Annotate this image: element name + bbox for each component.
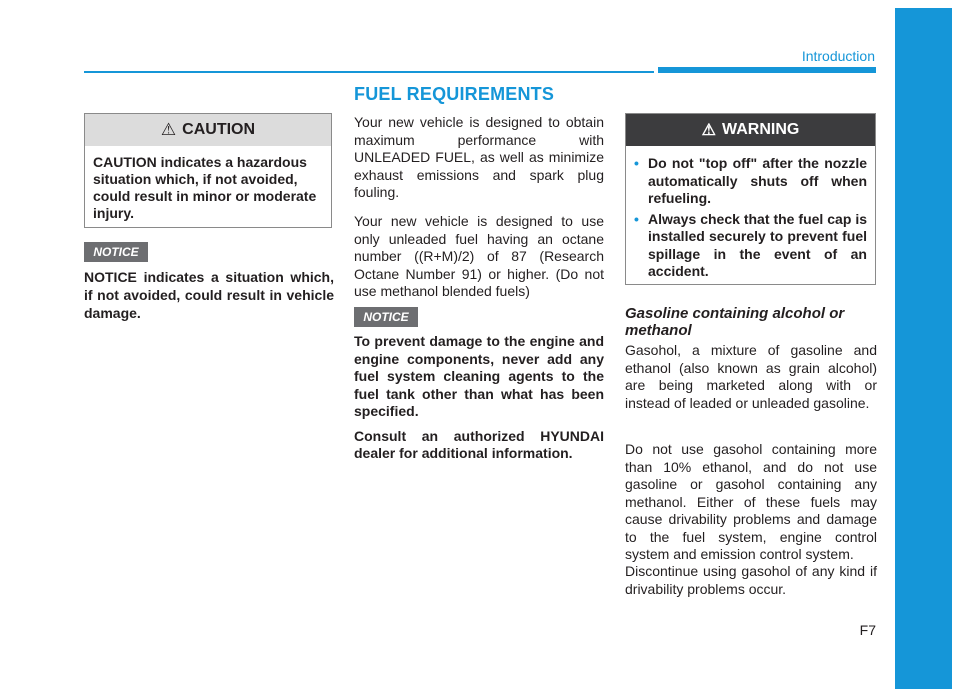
fuel-notice-text bbox=[354, 333, 604, 470]
caution-header bbox=[85, 114, 331, 146]
warning-body bbox=[626, 146, 875, 281]
header-rule bbox=[84, 71, 654, 73]
warning-item: • Do not "top off" after the nozzle automatically shuts off when refueling. bbox=[634, 155, 867, 206]
notice-tag-fuel: NOTICE bbox=[354, 307, 418, 327]
warning-header bbox=[626, 114, 875, 146]
bullet-icon: • bbox=[634, 155, 639, 171]
warning-box bbox=[625, 113, 876, 285]
gasohol-heading: Gasoline containing alcohol or methanol bbox=[625, 305, 845, 339]
section-title: Introduction bbox=[801, 48, 875, 64]
fuel-notice-para-2: Consult an authorized HYUNDAI dealer for additional information. bbox=[354, 427, 604, 461]
page-number: F7 bbox=[859, 622, 876, 638]
warning-item: • Always check that the fuel cap is installed securely to prevent fuel spillage in the event of an accident. bbox=[634, 210, 867, 279]
header-rule-accent bbox=[658, 67, 876, 73]
caution-icon: ⚠ bbox=[160, 120, 177, 139]
gasohol-paragraph-2: Do not use gasohol containing more than 10% ethanol, and do not use gasoline or gasohol containing any methanol. Either of these fuels may cause drivability problems and damage to the fuel system, engine control system and emission control system. bbox=[625, 441, 877, 562]
gasohol-paragraph-1: Gasohol, a mixture of gasoline and ethanol (also known as grain alcohol) are being marketed along with or instead of leaded or unleaded gasoline. bbox=[625, 342, 877, 411]
bullet-icon: • bbox=[634, 210, 639, 227]
caution-box bbox=[84, 113, 332, 228]
gasohol-paragraph-3: Discontinue using gasohol of any kind if drivability problems occur. bbox=[625, 563, 877, 597]
warning-icon: ⚠ bbox=[701, 122, 716, 139]
caution-text: CAUTION indicates a hazardous situation which, if not avoided, could result in minor or moderate injury. bbox=[93, 154, 317, 221]
page-title: FUEL REQUIREMENTS bbox=[354, 84, 555, 104]
notice-tag: NOTICE bbox=[84, 242, 148, 262]
fuel-paragraph-2: Your new vehicle is designed to use only unleaded fuel having an octane number ((R+M)/2) of 87 (Research Octane Number 91) or higher. (Do not use methanol blended fuels) bbox=[354, 213, 604, 299]
notice-description: NOTICE indicates a situation which, if not avoided, could result in vehicle damage. bbox=[84, 269, 334, 321]
chapter-tab-bar bbox=[895, 8, 952, 689]
warning-label: WARNING bbox=[722, 121, 800, 138]
fuel-notice-para-1: To prevent damage to the engine and engine components, never add any fuel system cleaning agents to the fuel tank other than what has been specified. bbox=[354, 333, 604, 419]
fuel-paragraph-1: Your new vehicle is designed to obtain maximum performance with UNLEADED FUEL, as well as minimize exhaust emissions and spark plug fouling. bbox=[354, 114, 604, 200]
caution-label: CAUTION bbox=[182, 121, 256, 138]
